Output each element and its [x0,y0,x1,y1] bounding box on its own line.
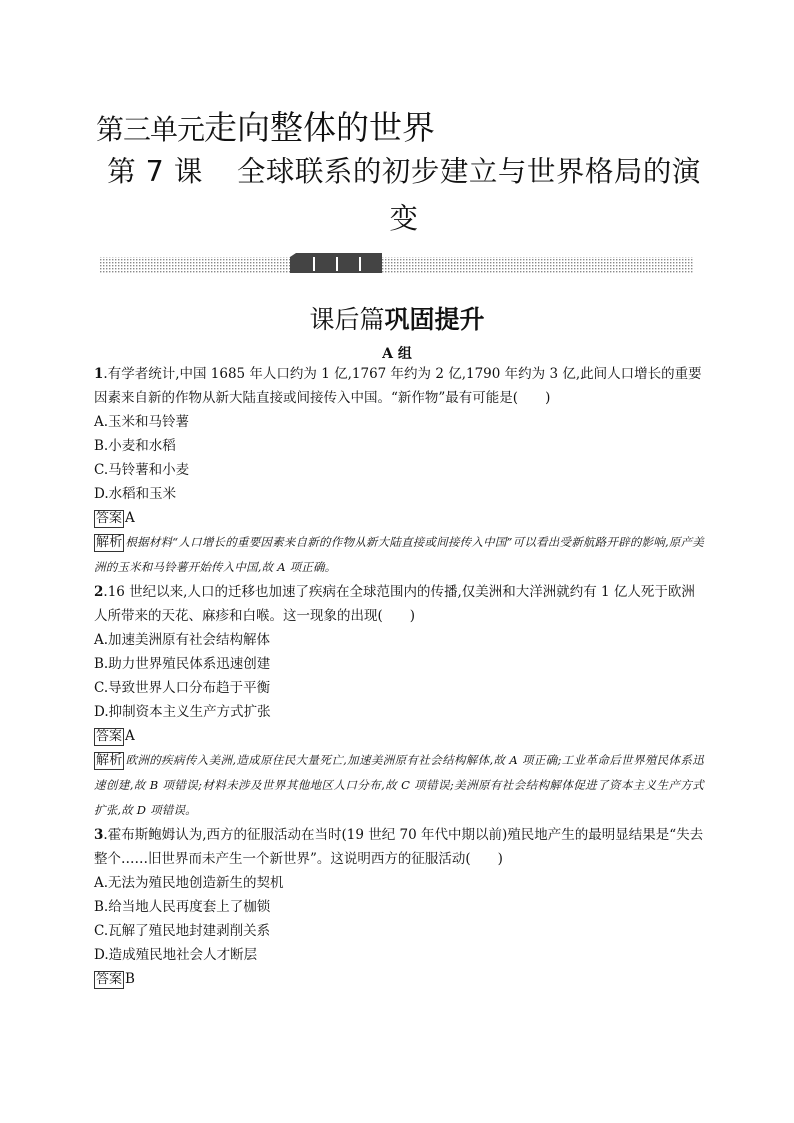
option-c: C.马铃薯和小麦 [94,462,190,478]
question-text: .16 世纪以来,人口的迁移也加速了疾病在全球范围内的传播,仅美洲和大洋洲就约有 1 亿人死于欧洲人所带来的天花、麻疹和白喉。这一现象的出现( ) [94,584,695,624]
option-b: B.小麦和水稻 [94,438,176,454]
question-2 [94,580,704,823]
question-number: 3 [94,827,104,843]
lesson-number: 第 7 课 [107,155,203,188]
option-d: D.抑制资本主义生产方式扩张 [94,704,271,720]
section-title [0,300,794,336]
unit-prefix: 第三单元 [96,113,205,146]
analysis-tag: 解析 [96,753,123,768]
option-a: A.加速美洲原有社会结构解体 [94,632,271,648]
answer-line [94,967,704,991]
option-a: A.玉米和马铃薯 [94,414,190,430]
question-stem [94,362,704,410]
answer-value: B [125,971,135,987]
option-c: C.导致世界人口分布趋于平衡 [94,680,271,696]
option-d: D.水稻和玉米 [94,486,177,502]
answer-value: A [125,728,135,744]
question-3 [94,823,704,991]
question-stem [94,823,704,871]
answer-value: A [125,510,135,526]
section-title-light: 课后篇 [309,305,385,334]
option-d: D.造成殖民地社会人才断层 [94,947,258,963]
analysis-tag: 解析 [96,535,123,550]
analysis-text: 欧洲的疾病传入美洲,造成原住民大量死亡,加速美洲原有社会结构解体,故 A 项正确;工业革命后世界殖民体系迅速创建,故 B 项错误;材料未涉及世界其他地区人口分布,故 C 项错误;美洲原有社会结构解体促进了资本主义生产方式扩张,故 D 项错误。 [94,753,704,817]
analysis-line [94,748,704,823]
unit-name: 走向整体的世界 [204,108,436,147]
option-c: C.瓦解了殖民地封建剥削关系 [94,923,271,939]
group-title: A 组 [382,346,412,362]
question-1 [94,362,704,580]
question-text: .有学者统计,中国 1685 年人口约为 1 亿,1767 年约为 2 亿,1790 年约为 3 亿,此间人口增长的重要因素来自新的作物从新大陆直接或间接传入中国。“新作物”最有可能是( ) [94,366,702,406]
option-b: B.助力世界殖民体系迅速创建 [94,656,271,672]
question-stem [94,580,704,628]
lesson-name: 全球联系的初步建立与世界格局的演变 [236,155,701,235]
question-text: .霍布斯鲍姆认为,西方的征服活动在当时(19 世纪 70 年代中期以前)殖民地产生的最明显结果是“失去整个……旧世界而未产生一个新世界”。这说明西方的征服活动( ) [94,827,704,867]
question-number: 1 [94,366,104,382]
answer-line [94,724,704,748]
option-a: A.无法为殖民地创造新生的契机 [94,875,284,891]
answer-tag: 答案 [96,729,123,744]
answer-tag: 答案 [96,972,123,987]
section-divider [100,253,694,275]
question-list [94,362,704,991]
analysis-text: 根据材料“人口增长的重要因素来自新的作物从新大陆直接或间接传入中国”可以看出受新航路开辟的影响,原产美洲的玉米和马铃薯开始传入中国,故 A 项正确。 [94,535,704,574]
analysis-line [94,530,704,580]
unit-title [96,102,435,149]
answer-line [94,506,704,530]
answer-tag: 答案 [96,511,123,526]
question-number: 2 [94,584,104,600]
option-b: B.给当地人民再度套上了枷锁 [94,899,271,915]
section-title-bold: 巩固提升 [384,305,485,334]
lesson-title [104,148,704,242]
